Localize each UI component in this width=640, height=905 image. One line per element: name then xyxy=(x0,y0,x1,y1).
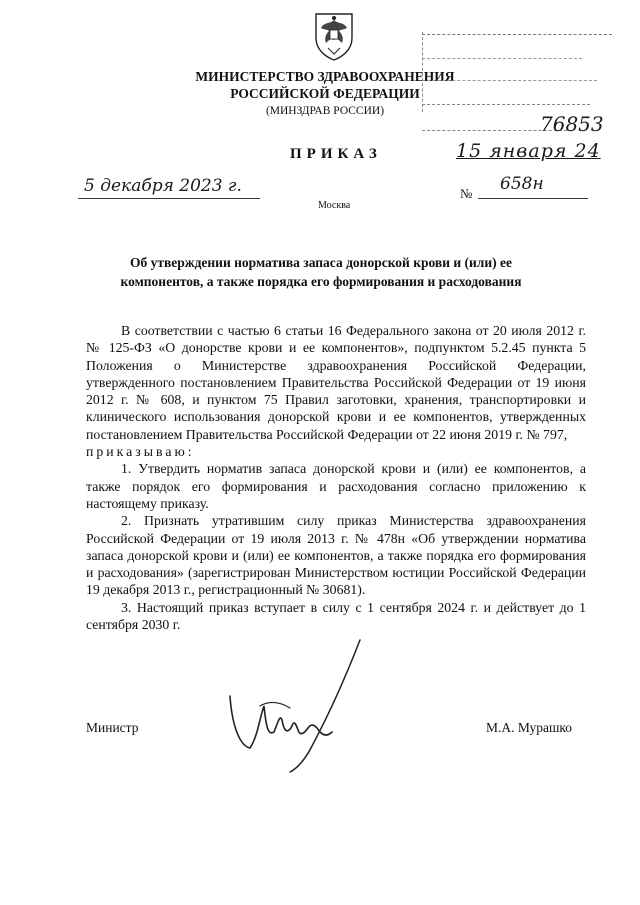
registration-number: 76853 xyxy=(540,112,604,136)
order-title: Об утверждении норматива запаса донорской крови и (или) ее компонентов, а также порядка его формирования и расходования xyxy=(120,255,522,289)
order-date: 5 декабря 2023 г. xyxy=(84,176,242,196)
order-body xyxy=(86,322,586,633)
registration-stamp xyxy=(422,28,612,178)
order-city: Москва xyxy=(318,200,351,211)
state-emblem-icon xyxy=(312,10,356,62)
order-item-3: 3. Настоящий приказ вступает в силу с 1 сентября 2024 г. и действует до 1 сентября 2030 г. xyxy=(86,599,586,633)
number-underline xyxy=(478,198,588,199)
order-number-label: № xyxy=(460,186,473,201)
ministry-name-line2: РОССИЙСКОЙ ФЕДЕРАЦИИ xyxy=(230,86,420,101)
order-number: 658н xyxy=(500,174,544,194)
order-heading: ПРИКАЗ xyxy=(290,146,382,162)
signer-role: Министр xyxy=(86,720,139,735)
ministry-name-line1: МИНИСТЕРСТВО ЗДРАВООХРАНЕНИЯ xyxy=(195,69,455,84)
order-item-2: 2. Признать утратившим силу приказ Министерства здравоохранения Российской Федерации от 19 июля 2013 г. № 478н «Об утверждении норматива запаса донорской крови и (или) ее компонентов, а также порядка его формирования и расходования» (зарегистрирован Министерством юстиции Российской Федерации 19 декабря 2013 г., регистрационный № 30681). xyxy=(86,513,586,598)
signer-name: М.А. Мурашко xyxy=(486,720,573,735)
signature-image xyxy=(220,636,380,776)
ministry-abbreviation: (МИНЗДРАВ РОССИИ) xyxy=(265,105,385,117)
registration-date: 15 января 24 xyxy=(456,140,601,162)
orders-word: приказываю: xyxy=(86,444,195,460)
date-underline xyxy=(78,198,260,199)
order-item-1: 1. Утвердить норматив запаса донорской крови и (или) ее компонентов, а также порядок его формирования и расходования согласно приложению к настоящему приказу. xyxy=(86,461,586,511)
preamble-paragraph: В соответствии с частью 6 статьи 16 Федерального закона от 20 июля 2012 г. № 125-ФЗ «О донорстве крови и ее компонентов», подпунктом 5.2.45 пункта 5 Положения о Министерстве здравоохранения Российской Федерации, утвержденного постановлением Правительства Российской Федерации от 19 июня 2012 г. № 608, и пунктом 75 Правил заготовки, хранения, транспортировки и клинического использования донорской крови и ее компонентов, утвержденных постановлением Правительства Российской Федерации от 22 июня 2019 г. № 797, xyxy=(86,323,586,442)
